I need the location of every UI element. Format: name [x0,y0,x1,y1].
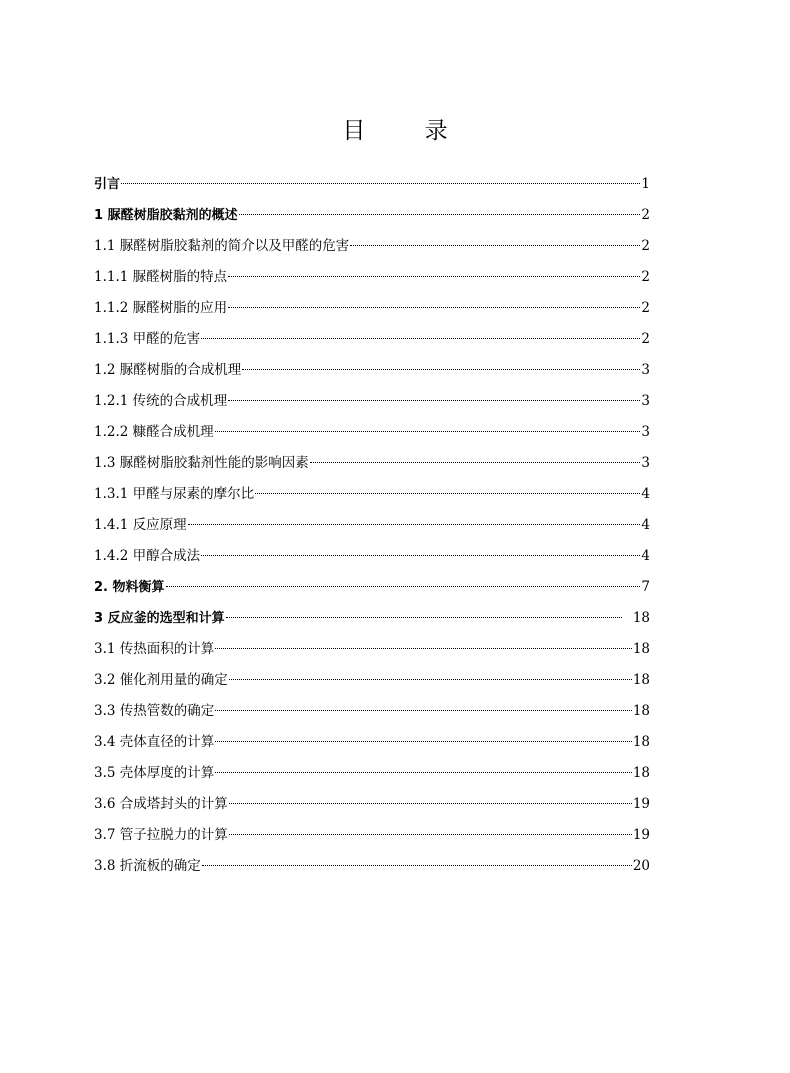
toc-entry-page-number: 2 [641,300,650,316]
toc-entry[interactable] [94,731,650,762]
toc-leader-dots [228,400,640,401]
toc-leader-dots [215,648,632,649]
toc-leader-dots [166,586,641,587]
toc-entry[interactable] [94,483,650,514]
toc-leader-dots [215,431,641,432]
toc-entry-label: 3.1 传热面积的计算 [94,641,215,657]
toc-entry[interactable] [94,514,650,545]
toc-entry-page-number: 2 [641,238,650,254]
toc-entry-label: 1.2.2 糠醛合成机理 [94,424,214,440]
toc-entry-label: 3.6 合成塔封头的计算 [94,796,228,812]
toc-leader-dots [255,493,640,494]
toc-entry[interactable] [94,328,650,359]
toc-entry[interactable] [94,576,650,607]
toc-title: 目 录 [342,118,474,144]
toc-entry[interactable] [94,173,650,204]
toc-entry[interactable] [94,452,650,483]
toc-entry-label: 1.2 脲醛树脂的合成机理 [94,362,242,378]
toc-leader-dots [201,338,640,339]
toc-entry[interactable] [94,297,650,328]
toc-entry-label: 1 脲醛树脂胶黏剂的概述 [94,208,238,223]
toc-entry[interactable] [94,700,650,731]
toc-leader-dots [215,710,632,711]
toc-leader-dots [242,369,640,370]
toc-list [94,173,650,886]
toc-entry[interactable] [94,855,650,886]
toc-leader-dots [121,183,640,184]
toc-entry-page-number: 4 [641,517,650,533]
toc-leader-dots [350,245,640,246]
toc-entry[interactable] [94,762,650,793]
toc-entry-page-number: 2 [641,331,650,347]
toc-entry-page-number: 1 [641,176,650,192]
toc-entry-page-number: 4 [641,486,650,502]
toc-entry-label: 3 反应釜的选型和计算 [94,611,225,626]
toc-entry-label: 1.1.3 甲醛的危害 [94,331,201,347]
toc-leader-dots [239,214,641,215]
toc-entry-label: 3.4 壳体直径的计算 [94,734,215,750]
toc-entry-label: 引言 [94,177,121,192]
toc-entry-page-number: 3 [641,362,650,378]
toc-leader-dots [188,524,641,525]
toc-entry[interactable] [94,235,650,266]
toc-entry-page-number: 2 [641,269,650,285]
toc-entry-page-number: 19 [632,827,650,843]
toc-leader-dots [228,276,640,277]
toc-entry-page-number: 2 [641,207,650,223]
toc-leader-dots [229,679,632,680]
toc-leader-dots [202,865,632,866]
toc-entry-label: 1.4.2 甲醇合成法 [94,548,201,564]
toc-entry-label: 3.2 催化剂用量的确定 [94,672,228,688]
toc-entry-label: 1.1 脲醛树脂胶黏剂的简介以及甲醛的危害 [94,238,350,254]
toc-entry-label: 1.2.1 传统的合成机理 [94,393,228,409]
toc-entry[interactable] [94,359,650,390]
toc-leader-dots [215,772,632,773]
toc-leader-dots [229,834,632,835]
toc-entry-page-number: 18 [632,672,650,688]
toc-entry-label: 1.1.1 脲醛树脂的特点 [94,269,228,285]
toc-entry-page-number: 3 [641,424,650,440]
toc-entry[interactable] [94,824,650,855]
toc-entry[interactable] [94,793,650,824]
toc-entry-page-number: 4 [641,548,650,564]
toc-entry-page-number: 3 [641,455,650,471]
toc-leader-dots [226,617,622,618]
toc-entry[interactable] [94,204,650,235]
toc-leader-dots [310,462,641,463]
toc-entry[interactable] [94,638,650,669]
toc-entry[interactable] [94,607,650,638]
toc-entry-label: 3.7 管子拉脱力的计算 [94,827,228,843]
toc-entry-page-number: 18 [632,610,650,626]
toc-entry[interactable] [94,421,650,452]
toc-entry[interactable] [94,266,650,297]
toc-entry-page-number: 18 [632,765,650,781]
toc-entry[interactable] [94,390,650,421]
toc-entry-page-number: 7 [641,579,650,595]
toc-entry-label: 1.4.1 反应原理 [94,517,187,533]
toc-entry-label: 1.1.2 脲醛树脂的应用 [94,300,228,316]
toc-leader-dots [215,741,632,742]
toc-entry-page-number: 3 [641,393,650,409]
toc-entry-label: 3.3 传热管数的确定 [94,703,215,719]
toc-leader-dots [228,307,640,308]
toc-entry-label: 2. 物料衡算 [94,580,165,595]
toc-entry-label: 1.3 脲醛树脂胶黏剂性能的影响因素 [94,455,309,471]
toc-entry[interactable] [94,669,650,700]
toc-entry[interactable] [94,545,650,576]
toc-leader-dots [201,555,640,556]
toc-entry-page-number: 18 [632,641,650,657]
toc-entry-label: 3.8 折流板的确定 [94,858,201,874]
toc-leader-dots [229,803,632,804]
toc-entry-label: 1.3.1 甲醛与尿素的摩尔比 [94,486,255,502]
toc-entry-page-number: 18 [632,703,650,719]
toc-entry-page-number: 20 [632,858,650,874]
toc-entry-label: 3.5 壳体厚度的计算 [94,765,215,781]
toc-entry-page-number: 18 [632,734,650,750]
toc-entry-page-number: 19 [632,796,650,812]
